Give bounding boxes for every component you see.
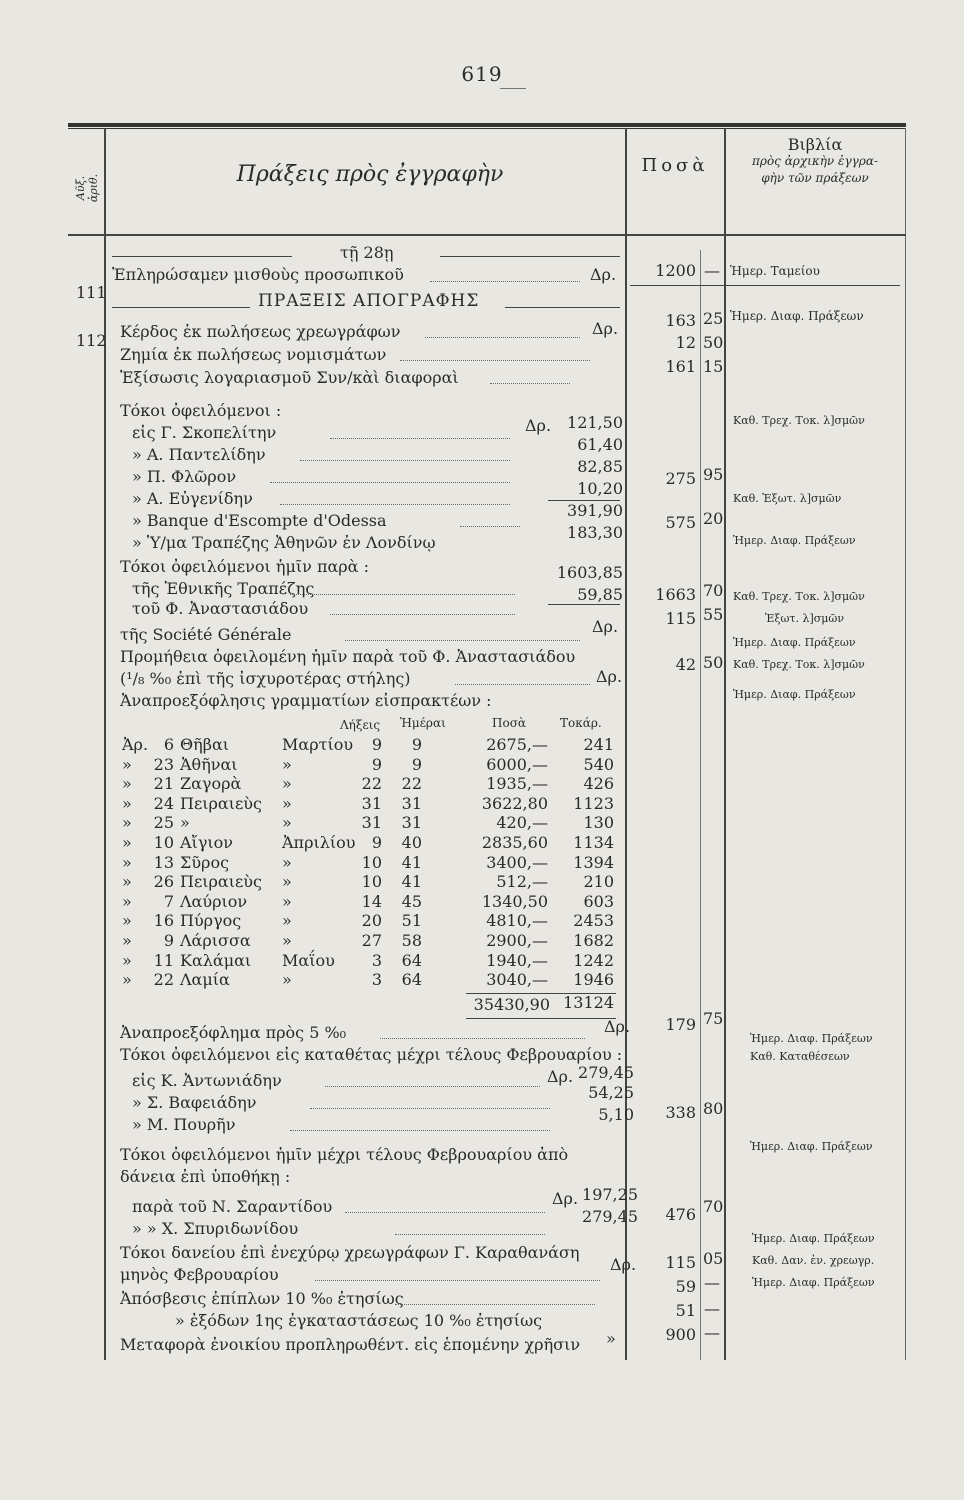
subtable-cell-pre: » <box>122 813 132 833</box>
entry-111-decimals: — <box>704 261 720 280</box>
subtable-cell-month: » <box>282 793 292 813</box>
tail-11-currency: Δρ. <box>610 1255 637 1274</box>
subtable-cell-days: 40 <box>401 833 422 852</box>
section-heading: ΠΡΑΞΕΙΣ ΑΠΟΓΡΑΦΗΣ <box>258 291 480 311</box>
subtable-cell-place: Αἴγιον <box>180 833 234 852</box>
line-10-value: 183,30 <box>567 523 623 542</box>
subtable-cell-amount: 2900,— <box>486 931 548 950</box>
subtable-cell-amount: 6000,— <box>486 754 548 774</box>
subtable-cell-day: 22 <box>153 970 174 990</box>
subtable-cell-pre: » <box>122 793 132 813</box>
tail-1-decimals: 75 <box>703 1009 724 1028</box>
tail-14-text: Μεταφορὰ ἐνοικίου προπληρωθέντ. εἰς ἑπομένην χρῆσιν <box>120 1335 581 1354</box>
subtable-cell-tok: 1394 <box>573 852 614 872</box>
tail-11-amount: 115 <box>665 1253 696 1272</box>
line-8-decimals: 95 <box>703 465 724 484</box>
line-13-book: Καθ. Τρεχ. Τοκ. λ]σμῶν <box>733 590 865 603</box>
subtable-cell-pre: » <box>122 891 132 911</box>
line-1-book: Ἡμερ. Διαφ. Πράξεων <box>730 309 864 323</box>
subtable-cell-place: Πειραιεὺς <box>180 872 262 892</box>
line-7-value: 82,85 <box>577 457 623 476</box>
tail-5-amount: 338 <box>665 1103 696 1122</box>
subtable-bottom-rule <box>466 1018 616 1019</box>
line-4-text: Τόκοι ὀφειλόμενοι : <box>120 401 282 420</box>
header-col-books-2: πρὸς ἀρχικὴν ἐγγρα- <box>752 154 878 168</box>
line-3-decimals: 15 <box>703 357 724 376</box>
header-col-books-3: φὴν τῶν πράξεων <box>761 171 869 185</box>
subtable-header-amount: Ποσὰ <box>492 716 526 730</box>
subtable-cell-day: 6 <box>163 735 174 754</box>
tail-13-text: » ἐξόδων 1ης ἐγκαταστάσεως 10 %₀ ἐτησίως <box>175 1311 543 1330</box>
line-16-book: Καθ. Τρεχ. Τοκ. λ]σμῶν <box>733 658 865 671</box>
tail-12-book: Ἡμερ. Διαφ. Πράξεων <box>752 1276 875 1289</box>
subtable-header-days: Ἡμέραι <box>400 716 446 730</box>
leader-dots <box>270 482 510 483</box>
subtable-cell-days: 51 <box>401 911 422 931</box>
tail-1-book: Ἡμερ. Διαφ. Πράξεων <box>750 1032 873 1045</box>
tail-3-text: εἰς Κ. Ἀντωνιάδην <box>132 1071 282 1090</box>
line-1-decimals: 25 <box>703 309 724 328</box>
line-5-text: εἰς Γ. Σκοπελίτην <box>132 423 277 442</box>
subtable-cell-place: » <box>180 813 190 833</box>
leader-dots <box>430 281 580 282</box>
subtable-cell-pre: » <box>122 872 132 892</box>
leader-dots <box>395 1304 595 1305</box>
leader-dots <box>310 1108 550 1109</box>
subtable-cell-mday: 27 <box>361 931 382 950</box>
tail-9-amount: 476 <box>665 1205 696 1224</box>
subtable-cell-tok: 1242 <box>573 950 614 970</box>
subtable-cell-mday: 10 <box>361 852 382 872</box>
tail-12-amount: 59 <box>675 1277 696 1296</box>
subtable-cell-pre: » <box>122 852 132 872</box>
subtable-cell-days: 41 <box>401 872 422 892</box>
subtable-cell-mday: 22 <box>361 774 382 794</box>
line-14-book-2: Ἡμερ. Διαφ. Πράξεων <box>733 636 856 649</box>
subtable-cell-pre: Ἀρ. <box>122 735 149 754</box>
header-col-amount: Ποσὰ <box>641 155 709 176</box>
subtable-header-maturity: Λήξεις <box>340 718 381 732</box>
entry-111-book: Ἡμερ. Ταμείου <box>730 264 820 278</box>
tail-1-text: Ἀναπροεξόφλημα πρὸς 5 %₀ <box>120 1023 347 1042</box>
subtable-cell-month: » <box>282 754 292 774</box>
tail-9-value: 279,45 <box>582 1207 638 1226</box>
subtable-cell-tok: 1682 <box>573 931 614 950</box>
subtable-cell-month: » <box>282 813 292 833</box>
subtable-cell-month: » <box>282 891 292 911</box>
line-1-currency: Δρ. <box>592 319 619 338</box>
subtable-cell-pre: » <box>122 911 132 931</box>
subtable-cell-month: » <box>282 931 292 950</box>
subtable-cell-days: 58 <box>401 931 422 950</box>
header-bottom-rule <box>68 234 906 236</box>
subtable-cell-day: 21 <box>153 774 174 794</box>
subtable-cell-tok: 1134 <box>573 833 614 852</box>
subtable-cell-place: Λαύριον <box>180 891 248 911</box>
subtable-cell-mday: 31 <box>361 813 382 833</box>
header-col-num: Αῦξ. ἀριθ. <box>74 173 100 203</box>
line-8-text: » Α. Εὐγενίδην <box>132 489 253 508</box>
subtable-cell-day: 25 <box>153 813 174 833</box>
subtable-cell-days: 45 <box>401 891 422 911</box>
leader-dots <box>345 640 580 641</box>
tail-12-decimals: — <box>704 1273 720 1292</box>
leader-dots <box>290 594 515 595</box>
subtable-cell-place: Ζαγορὰ <box>180 774 242 794</box>
leader-dots <box>400 360 590 361</box>
tail-8-currency: Δρ. <box>552 1189 579 1208</box>
line-6-text: » Α. Παντελίδην <box>132 445 266 464</box>
top-thin-rule <box>68 128 906 129</box>
subtable-cell-amount: 3040,— <box>486 970 548 990</box>
line-9-book: Καθ. Ἐξωτ. λ]σμῶν <box>733 492 842 505</box>
line-3-text: Ἐξίσωσις λογαριασμοῦ Συν/κὰὶ διαφοραὶ <box>120 368 459 387</box>
subtable-cell-tok: 540 <box>583 754 614 774</box>
line-16-text: (¹/₈ %₀ ἐπὶ τῆς ἰσχυροτέρας στήλης) <box>120 669 411 688</box>
line-14-book: Ἐξωτ. λ]σμῶν <box>765 612 845 625</box>
leader-dots <box>395 1234 545 1235</box>
tail-11-text: μηνὸς Φεβρουαρίου <box>120 1265 279 1284</box>
col-divider-decimals <box>700 250 701 1360</box>
subtable-cell-days: 22 <box>401 774 422 794</box>
subtable-cell-tok: 210 <box>583 872 614 892</box>
entry-number-112: 112 <box>76 331 107 350</box>
line-8-value: 10,20 <box>577 479 623 498</box>
tail-13-amount: 51 <box>675 1301 696 1320</box>
date-line: τῇ 28ῃ <box>340 243 394 262</box>
leader-dots <box>455 684 590 685</box>
subtable-cell-place: Ἀθῆναι <box>180 754 238 774</box>
subtable-cell-days: 64 <box>401 950 422 970</box>
line-10-book: Ἡμερ. Διαφ. Πράξεων <box>733 534 856 547</box>
leader-dots <box>345 1212 545 1213</box>
tail-12-text: Ἀπόσβεσις ἐπίπλων 10 %₀ ἐτησίως <box>120 1289 404 1308</box>
line-2-text: Ζημία ἐκ πωλήσεως νομισμάτων <box>120 345 387 364</box>
line-5-book: Καθ. Τρεχ. Τοκ. λ]σμῶν <box>733 414 865 427</box>
entry-111-text: Ἐπληρώσαμεν μισθοὺς προσωπικοῦ <box>112 265 404 284</box>
subtable-cell-place: Θῆβαι <box>180 735 230 754</box>
tail-8-value: 197,25 <box>582 1185 638 1204</box>
tail-1-currency: Δρ. <box>604 1017 631 1036</box>
line-5-currency: Δρ. <box>525 416 552 435</box>
tail-10-book: Ἡμερ. Διαφ. Πράξεων <box>752 1232 875 1245</box>
line-12-value: 1603,85 <box>556 563 623 582</box>
date-rule-left <box>112 256 292 257</box>
subtable-cell-pre: » <box>122 970 132 990</box>
tail-9-text: » » Χ. Σπυριδωνίδου <box>132 1219 299 1238</box>
tail-5-book: Ἡμερ. Διαφ. Πράξεων <box>750 1140 873 1153</box>
leader-dots <box>425 337 580 338</box>
line-13-value: 59,85 <box>577 585 623 604</box>
line-13-text: τοῦ Φ. Ἀναστασιάδου <box>132 599 309 618</box>
subtable-cell-month: » <box>282 911 292 931</box>
date-rule-right <box>440 256 620 257</box>
subtable-cell-month: » <box>282 774 292 794</box>
subtable-cell-day: 7 <box>163 891 174 911</box>
line-16-decimals: 50 <box>703 653 724 672</box>
tail-9-decimals: 70 <box>703 1197 724 1216</box>
line-10-decimals: 20 <box>703 509 724 528</box>
subtable-cell-pre: » <box>122 774 132 794</box>
subtable-cell-day: 9 <box>163 931 174 950</box>
subtable-cell-mday: 31 <box>361 793 382 813</box>
line-7-text: » Π. Φλῶρον <box>132 467 237 486</box>
tail-5-text: » Μ. Πουρῆν <box>132 1115 236 1134</box>
subtable-cell-days: 31 <box>401 813 422 833</box>
subtable-cell-mday: 9 <box>371 735 382 754</box>
tail-8-text: παρὰ τοῦ Ν. Σαραντίδου <box>132 1197 333 1216</box>
entry-111-amount: 1200 <box>655 261 696 280</box>
subtable-cell-day: 23 <box>153 754 174 774</box>
col-divider-num <box>104 128 106 1360</box>
subtable-cell-day: 10 <box>153 833 174 852</box>
subtable-cell-days: 41 <box>401 852 422 872</box>
page-number-rule <box>500 88 526 89</box>
line-11-text: Τόκοι ὀφειλόμενοι ἡμῖν παρὰ : <box>120 557 369 576</box>
subtable-cell-pre: » <box>122 931 132 950</box>
subtable-cell-day: 16 <box>153 911 174 931</box>
line-10-amount: 575 <box>665 513 696 532</box>
tail-1-book-2: Καθ. Καταθέσεων <box>750 1050 850 1063</box>
subtable-cell-days: 31 <box>401 793 422 813</box>
tail-10-text: Τόκοι δανείου ἐπὶ ἐνεχύρῳ χρεωγράφων Γ. Καραθανάση <box>120 1243 580 1262</box>
subtable-cell-pre: » <box>122 833 132 852</box>
line-14-amount: 115 <box>665 609 696 628</box>
subtable-cell-day: 13 <box>153 852 174 872</box>
line-2-amount: 12 <box>675 333 696 352</box>
subtable-cell-amount: 512,— <box>496 872 548 892</box>
section-rule-right <box>505 307 620 308</box>
line-12-text: τῆς Ἐθνικῆς Τραπέζης <box>132 579 315 598</box>
tail-5-decimals: 80 <box>703 1099 724 1118</box>
leader-dots <box>290 1130 550 1131</box>
subtable-cell-place: Πειραιεὺς <box>180 793 262 813</box>
subtable-cell-pre: » <box>122 950 132 970</box>
line-14-text: τῆς Société Générale <box>120 625 292 644</box>
line-16-amount: 42 <box>675 655 696 674</box>
leader-dots <box>300 460 510 461</box>
leader-dots <box>330 438 510 439</box>
line-9-value: 391,90 <box>567 501 623 520</box>
top-heavy-rule <box>68 123 906 127</box>
subtable-cell-amount: 2835,60 <box>481 833 548 852</box>
tail-13-decimals: — <box>704 1299 720 1318</box>
subtable-header-interest: Τοκάρ. <box>560 716 602 730</box>
line-3-amount: 161 <box>665 357 696 376</box>
tail-3-value: 279,45 <box>578 1063 634 1082</box>
subtable-total-amount: 35430,90 <box>473 995 550 1014</box>
subtable-cell-place: Καλάμαι <box>180 950 252 970</box>
tail-14-decimals: — <box>704 1323 720 1342</box>
col-divider-main <box>625 128 627 1360</box>
line-10-text: » Ὑ/μα Τραπέζης Ἀθηνῶν ἐν Λονδίνῳ <box>132 533 436 552</box>
line-16-book-2: Ἡμερ. Διαφ. Πράξεων <box>733 688 856 701</box>
subtable-cell-month: » <box>282 872 292 892</box>
subtable-cell-amount: 420,— <box>496 813 548 833</box>
line-14-currency: Δρ. <box>592 617 619 636</box>
subtable-total-interest: 13124 <box>563 993 614 1012</box>
subtable-cell-amount: 1940,— <box>486 950 548 970</box>
tail-2-text: Τόκοι ὀφειλόμενοι εἰς καταθέτας μέχρι τέλους Φεβρουαρίου : <box>120 1045 623 1064</box>
subtable-cell-mday: 20 <box>361 911 382 931</box>
subtable-cell-amount: 2675,— <box>486 735 548 754</box>
subtable-cell-pre: » <box>122 754 132 774</box>
leader-dots <box>460 526 520 527</box>
subtable-cell-place: Σῦρος <box>180 852 230 872</box>
subtable-cell-month: » <box>282 852 292 872</box>
subtable-cell-month: Μαΐου <box>282 950 335 970</box>
subtable-cell-amount: 1340,50 <box>481 891 548 911</box>
subtable-cell-place: Πύργος <box>180 911 242 931</box>
leader-dots <box>280 504 510 505</box>
subtable-cell-mday: 3 <box>371 970 382 990</box>
tail-11-decimals: 05 <box>703 1249 724 1268</box>
subtable-cell-amount: 4810,— <box>486 911 548 931</box>
line-6-value: 61,40 <box>577 435 623 454</box>
line-13-amount: 1663 <box>655 585 696 604</box>
subtable-cell-day: 26 <box>153 872 174 892</box>
subtable-cell-tok: 603 <box>583 891 614 911</box>
tail-4-value: 54,25 <box>588 1083 634 1102</box>
subtable-cell-amount: 1935,— <box>486 774 548 794</box>
line-9-text: » Banque d'Escompte d'Odessa <box>132 511 387 530</box>
entry-111-rule <box>630 285 900 286</box>
line-13-decimals: 70 <box>703 581 724 600</box>
subtable-cell-day: 11 <box>153 950 174 970</box>
leader-dots <box>380 1038 585 1039</box>
subtable-cell-days: 9 <box>411 735 422 754</box>
subtable-cell-mday: 3 <box>371 950 382 970</box>
subtable-cell-day: 24 <box>153 793 174 813</box>
subtable-cell-tok: 426 <box>583 774 614 794</box>
col-divider-right <box>905 128 906 1360</box>
subtable-cell-days: 9 <box>411 754 422 774</box>
page-number: 619 <box>461 62 503 86</box>
subtable-cell-amount: 3400,— <box>486 852 548 872</box>
col-divider-amount <box>724 128 726 1360</box>
tail-14-amount: 900 <box>665 1325 696 1344</box>
subtable-cell-mday: 10 <box>361 872 382 892</box>
subtotal-rule <box>548 604 620 605</box>
line-5-value: 121,50 <box>567 413 623 432</box>
subtable-cell-month: Ἀπριλίου <box>282 833 356 852</box>
tail-3-currency: Δρ. <box>547 1067 574 1086</box>
subtable-cell-tok: 1946 <box>573 970 614 990</box>
tail-4-text: » Σ. Βαφειάδην <box>132 1093 257 1112</box>
leader-dots <box>490 383 570 384</box>
subtable-cell-place: Λαμία <box>180 970 230 990</box>
entry-111-currency: Δρ. <box>590 265 617 284</box>
line-15-text: Προμήθεια ὀφειλομένη ἡμῖν παρὰ τοῦ Φ. Ἀναστασιάδου <box>120 647 576 666</box>
subtable-cell-amount: 3622,80 <box>481 793 548 813</box>
line-17-text: Ἀναπροεξόφλησις γραμματίων εἰσπρακτέων : <box>120 691 492 710</box>
header-col-main: Πράξεις πρὸς ἐγγραφὴν <box>236 162 504 187</box>
tail-5-value: 5,10 <box>598 1105 634 1124</box>
subtable-cell-mday: 14 <box>361 891 382 911</box>
subtable-cell-mday: 9 <box>371 833 382 852</box>
tail-14-currency: » <box>606 1329 616 1348</box>
section-rule-left <box>112 307 250 308</box>
subtable-cell-month: » <box>282 970 292 990</box>
subtable-cell-tok: 1123 <box>573 793 614 813</box>
subtable-cell-tok: 130 <box>583 813 614 833</box>
line-16-currency: Δρ. <box>596 667 623 686</box>
entry-number-111: 111 <box>76 283 107 302</box>
leader-dots <box>330 614 515 615</box>
subtable-cell-tok: 2453 <box>573 911 614 931</box>
subtable-cell-days: 64 <box>401 970 422 990</box>
line-2-decimals: 50 <box>703 333 724 352</box>
subtable-cell-tok: 241 <box>583 735 614 754</box>
line-1-amount: 163 <box>665 311 696 330</box>
line-1-text: Κέρδος ἐκ πωλήσεως χρεωγράφων <box>120 322 401 341</box>
line-8-amount: 275 <box>665 469 696 488</box>
header-col-books-1: Βιβλία <box>787 135 843 154</box>
tail-11-book: Καθ. Δαν. ἐν. χρεωγρ. <box>752 1254 875 1267</box>
line-14-decimals: 55 <box>703 605 724 624</box>
leader-dots <box>315 1280 600 1281</box>
subtable-cell-month: Μαρτίου <box>282 735 354 754</box>
leader-dots <box>325 1086 540 1087</box>
subtable-cell-mday: 9 <box>371 754 382 774</box>
tail-1-amount: 179 <box>665 1015 696 1034</box>
subtable-cell-place: Λάρισσα <box>180 931 251 950</box>
tail-7-text: δάνεια ἐπὶ ὑποθήκῃ : <box>120 1167 291 1186</box>
tail-6-text: Τόκοι ὀφειλόμενοι ἡμῖν μέχρι τέλους Φεβρουαρίου ἀπὸ <box>120 1145 569 1164</box>
